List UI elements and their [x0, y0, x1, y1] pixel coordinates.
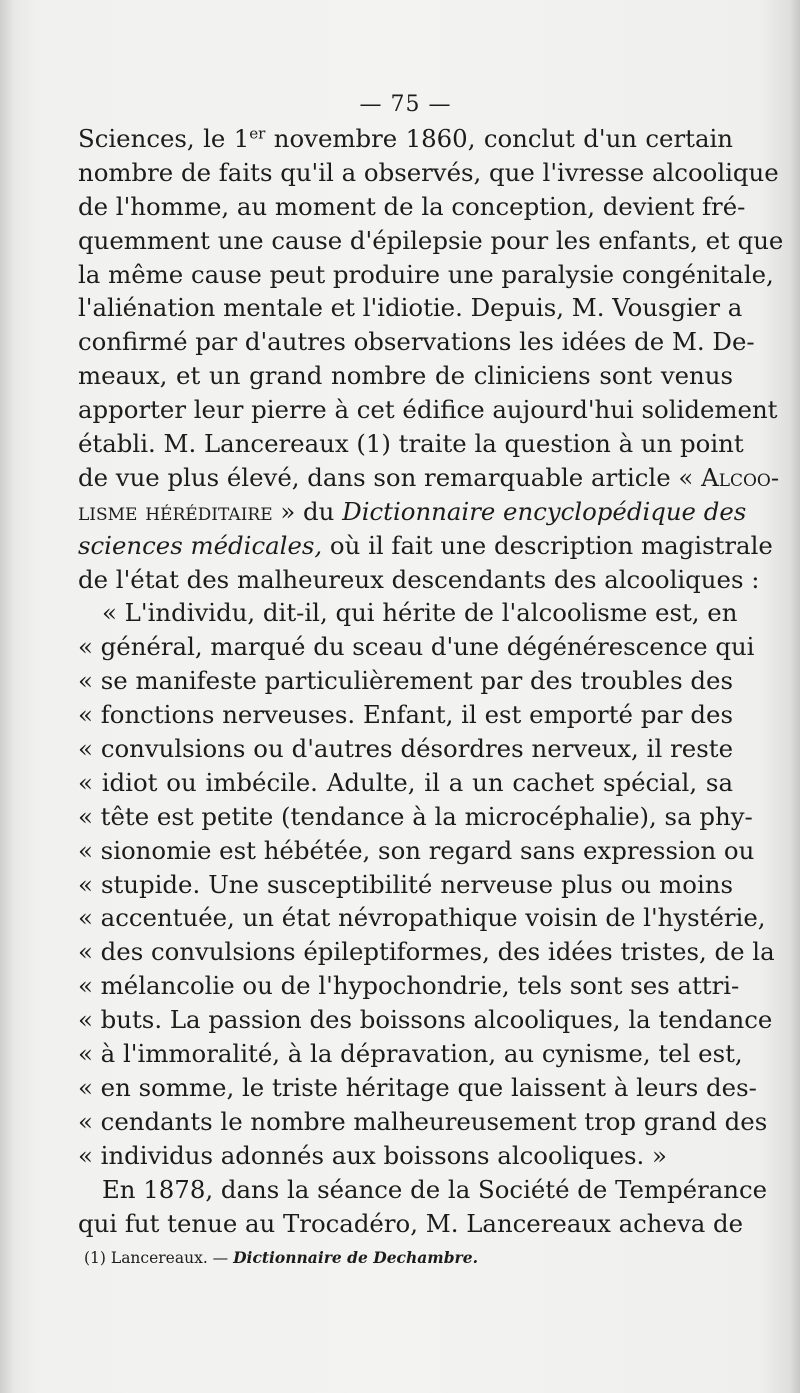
text-line: établi. M. Lancereaux (1) traite la question à un point: [78, 429, 744, 459]
page-left-shadow: [0, 0, 14, 1393]
quote-line: « stupide. Une susceptibilité nerveuse plus ou moins: [78, 869, 733, 899]
footnote-marker: (1): [84, 1249, 106, 1268]
footnote: [78, 1246, 733, 1270]
text-line: de vue plus élevé, dans son remarquable article « Alcoo-: [78, 462, 780, 492]
text-line: de l'homme, au moment de la conception, devient fré-: [78, 191, 746, 221]
page-number: — 75 —: [359, 92, 452, 117]
text-line: confirmé par d'autres observations les idées de M. De-: [78, 327, 755, 357]
quote-line: « cendants le nombre malheureusement trop grand des: [78, 1106, 768, 1136]
quote-line: « des convulsions épileptiformes, des idées tristes, de la: [78, 937, 775, 967]
quote-line: « se manifeste particulièrement par des troubles des: [78, 666, 733, 696]
text-line: quemment une cause d'épilepsie pour les enfants, et que: [78, 225, 784, 255]
text-line: nombre de faits qu'il a observés, que l'ivresse alcoolique: [78, 157, 779, 187]
quote-line: « tête est petite (tendance à la microcéphalie), sa phy-: [78, 801, 753, 831]
text-line: qui fut tenue au Trocadéro, M. Lancereaux acheva de: [78, 1208, 744, 1238]
text-line: sciences médicales, où il fait une description magistrale: [78, 530, 773, 560]
quote-line: « fonctions nerveuses. Enfant, il est emporté par des: [78, 700, 733, 730]
body-text: [78, 122, 784, 1240]
quote-line: « sionomie est hébétée, son regard sans expression ou: [78, 835, 755, 865]
quote-line: « individus adonnés aux boissons alcooliques. »: [78, 1140, 667, 1170]
page-content: [78, 88, 784, 1270]
text-line: l'aliénation mentale et l'idiotie. Depuis, M. Vousgier a: [78, 293, 743, 323]
text-line: la même cause peut produire une paralysie congénitale,: [78, 259, 774, 289]
quote-line: « buts. La passion des boissons alcooliques, la tendance: [78, 1005, 773, 1035]
footnote-author: Lancereaux. —: [105, 1249, 234, 1268]
text-line: meaux, et un grand nombre de cliniciens sont venus: [78, 361, 733, 391]
text-line: lisme héréditaire » du Dictionnaire encyclopédique des: [78, 496, 747, 526]
text-line: Sciences, le 1er novembre 1860, conclut d'un certain: [78, 124, 733, 153]
quote-line: « L'individu, dit-il, qui hérite de l'alcoolisme est, en: [102, 598, 738, 628]
text-line: En 1878, dans la séance de la Société de Tempérance: [102, 1174, 768, 1204]
quote-line: « accentuée, un état névropathique voisin de l'hystérie,: [78, 903, 766, 933]
quote-line: « convulsions ou d'autres désordres nerveux, il reste: [78, 734, 733, 764]
text-line: de l'état des malheureux descendants des alcooliques :: [78, 564, 760, 594]
quote-line: « général, marqué du sceau d'une dégénérescence qui: [78, 632, 755, 662]
quote-line: « idiot ou imbécile. Adulte, il a un cachet spécial, sa: [78, 767, 733, 797]
quote-line: « mélancolie ou de l'hypochondrie, tels sont ses attri-: [78, 971, 740, 1001]
text-line: apporter leur pierre à cet édifice aujourd'hui solidement: [78, 395, 778, 425]
footnote-title: Dictionnaire de Dechambre.: [233, 1248, 478, 1268]
quote-line: « à l'immoralité, à la dépravation, au cynisme, tel est,: [78, 1039, 743, 1069]
quote-line: « en somme, le triste héritage que laissent à leurs des-: [78, 1072, 757, 1102]
page-right-shadow: [790, 0, 800, 1393]
